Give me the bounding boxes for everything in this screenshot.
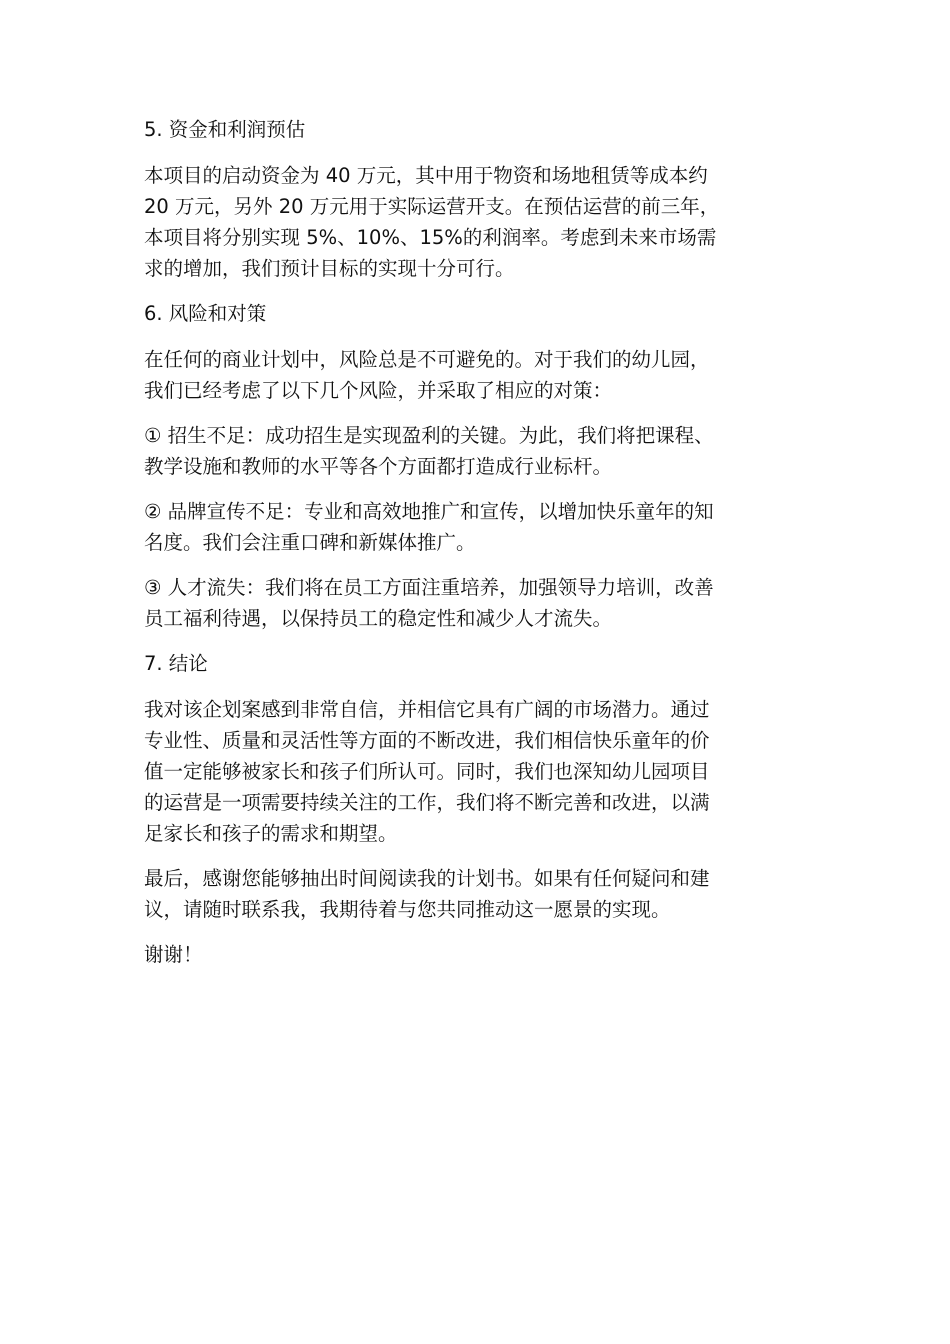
paragraph-line: 最后，感谢您能够抽出时间阅读我的计划书。如果有任何疑问和建: [144, 867, 710, 890]
paragraph-line: 名度。我们会注重口碑和新媒体推广。: [144, 531, 476, 554]
paragraph-line: ③ 人才流失：我们将在员工方面注重培养，加强领导力培训，改善: [144, 576, 714, 599]
paragraph-line: ① 招生不足：成功招生是实现盈利的关键。为此，我们将把课程、: [144, 424, 714, 447]
paragraph-line: 在任何的商业计划中，风险总是不可避免的。对于我们的幼儿园，: [144, 348, 710, 371]
paragraph-line: 本项目将分别实现 5%、10%、15%的利润率。考虑到未来市场需: [144, 226, 717, 249]
paragraph-line: 足家长和孩子的需求和期望。: [144, 822, 398, 845]
paragraph-risk-talent: [144, 572, 804, 634]
paragraph-line: 20 万元，另外 20 万元用于实际运营开支。在预估运营的前三年，: [144, 195, 720, 218]
paragraph-closing: [144, 939, 804, 970]
paragraph-funding: [144, 160, 804, 284]
paragraph-line: 专业性、质量和灵活性等方面的不断改进，我们相信快乐童年的价: [144, 729, 710, 752]
paragraph-line: 议，请随时联系我，我期待着与您共同推动这一愿景的实现。: [144, 898, 671, 921]
paragraph-thanks-reading: [144, 863, 804, 925]
heading-text: 7. 结论: [144, 652, 208, 675]
section-heading-funding: [144, 114, 804, 145]
paragraph-line: 值一定能够被家长和孩子们所认可。同时，我们也深知幼儿园项目: [144, 760, 710, 783]
document-page: [144, 114, 804, 984]
paragraph-line: 教学设施和教师的水平等各个方面都打造成行业标杆。: [144, 455, 613, 478]
section-heading-conclusion: [144, 648, 804, 679]
paragraph-line: 的运营是一项需要持续关注的工作，我们将不断完善和改进，以满: [144, 791, 710, 814]
heading-text: 6. 风险和对策: [144, 302, 267, 325]
paragraph-line: 我们已经考虑了以下几个风险，并采取了相应的对策：: [144, 379, 613, 402]
paragraph-line: 我对该企划案感到非常自信，并相信它具有广阔的市场潜力。通过: [144, 698, 710, 721]
paragraph-line: 员工福利待遇，以保持员工的稳定性和减少人才流失。: [144, 607, 613, 630]
paragraph-line: 本项目的启动资金为 40 万元，其中用于物资和场地租赁等成本约: [144, 164, 708, 187]
paragraph-line: 求的增加，我们预计目标的实现十分可行。: [144, 257, 515, 280]
paragraph-line: 谢谢！: [144, 943, 203, 966]
paragraph-risk-enrollment: [144, 420, 804, 482]
paragraph-conclusion: [144, 694, 804, 849]
section-heading-risks: [144, 298, 804, 329]
paragraph-line: ② 品牌宣传不足：专业和高效地推广和宣传，以增加快乐童年的知: [144, 500, 714, 523]
paragraph-risks-intro: [144, 344, 804, 406]
paragraph-risk-branding: [144, 496, 804, 558]
heading-text: 5. 资金和利润预估: [144, 118, 306, 141]
